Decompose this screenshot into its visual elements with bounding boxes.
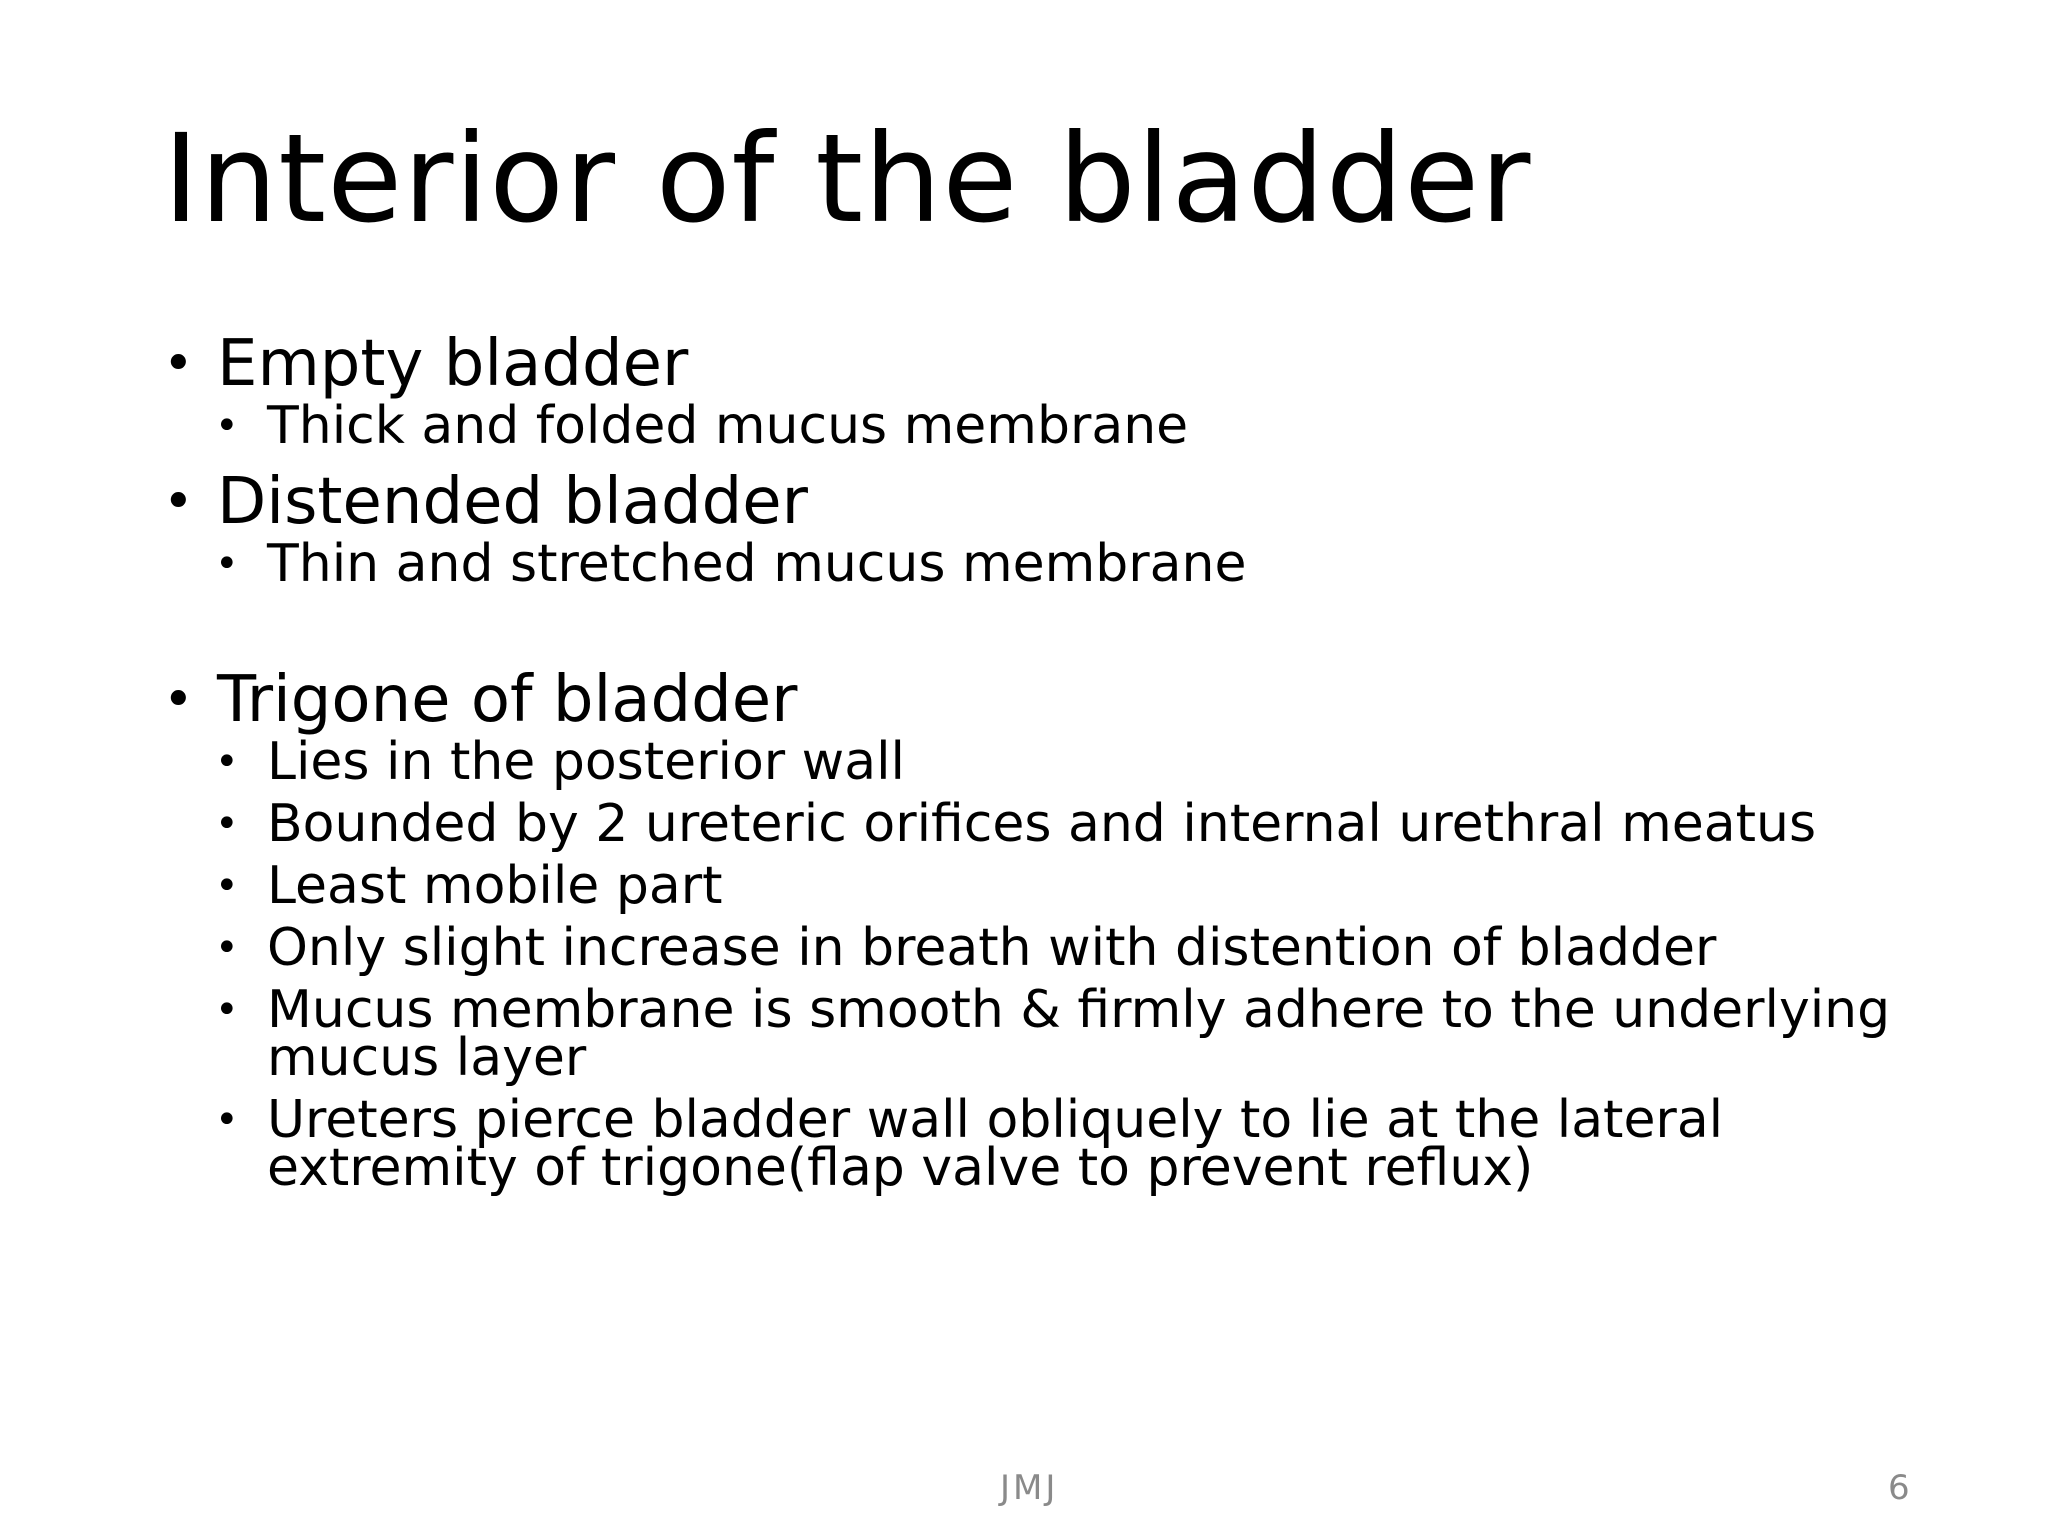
sub-list-trigone: [163, 732, 1923, 1198]
sub-bullet: • Ureters pierce bladder wall obliquely to lie at the lateral extremity of trigone(flap valve to prevent reflux): [163, 1096, 1923, 1192]
slide-content: [163, 326, 1923, 1206]
sub-bullet: • Mucus membrane is smooth & firmly adhere to the underlying mucus layer: [163, 986, 1923, 1082]
bullet-trigone-of-bladder: • Trigone of bladder: [163, 662, 1923, 738]
slide-title: Interior of the bladder: [163, 108, 1532, 250]
sub-bullet: • Thick and folded mucus membrane: [163, 402, 1923, 450]
page-number: 6: [1888, 1468, 1910, 1508]
sub-bullet: • Thin and stretched mucus membrane: [163, 540, 1923, 588]
sub-list-distended-bladder: [163, 534, 1923, 594]
bullet-list: [163, 326, 1923, 1198]
sub-bullet: • Only slight increase in breath with distention of bladder: [163, 924, 1923, 972]
bullet-distended-bladder: • Distended bladder: [163, 464, 1923, 540]
sub-bullet: • Bounded by 2 ureteric orifices and internal urethral meatus: [163, 800, 1923, 848]
footer-author: JMJ: [1000, 1468, 1059, 1508]
sub-list-empty-bladder: [163, 396, 1923, 456]
bullet-empty-bladder: • Empty bladder: [163, 326, 1923, 402]
sub-bullet: • Lies in the posterior wall: [163, 738, 1923, 786]
sub-bullet: • Least mobile part: [163, 862, 1923, 910]
